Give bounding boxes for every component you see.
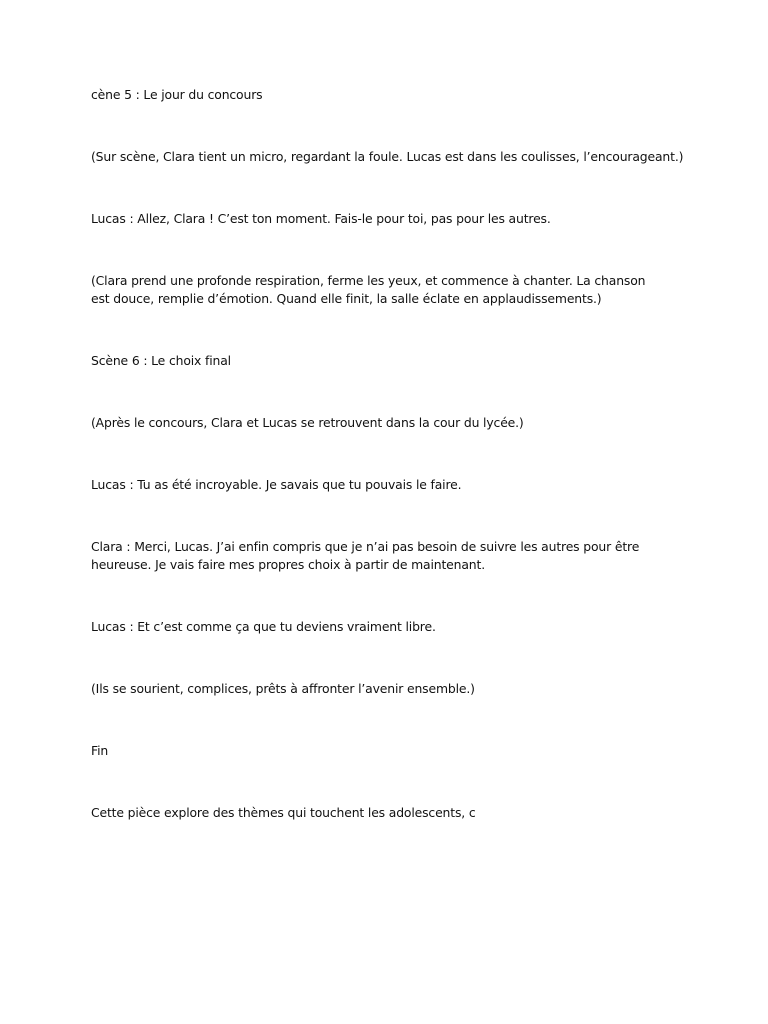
end-marker: Fin xyxy=(91,743,109,758)
scene-6-heading: Scène 6 : Le choix final xyxy=(91,353,231,368)
dialogue-line: Lucas : Tu as été incroyable. Je savais que tu pouvais le faire. xyxy=(91,477,462,492)
stage-direction: (Ils se sourient, complices, prêts à affronter l’avenir ensemble.) xyxy=(91,681,475,696)
stage-direction: (Sur scène, Clara tient un micro, regardant la foule. Lucas est dans les coulisses, l’encourageant.) xyxy=(91,149,684,164)
scene-5-heading: cène 5 : Le jour du concours xyxy=(91,87,263,102)
stage-direction: (Après le concours, Clara et Lucas se retrouvent dans la cour du lycée.) xyxy=(91,415,524,430)
dialogue-line: Lucas : Et c’est comme ça que tu deviens vraiment libre. xyxy=(91,619,436,634)
dialogue-line: Lucas : Allez, Clara ! C’est ton moment. Fais-le pour toi, pas pour les autres. xyxy=(91,211,551,226)
stage-direction: (Clara prend une profonde respiration, ferme les yeux, et commence à chanter. La chanson est douce, remplie d’émotion. Quand elle finit, la salle éclate en applaudissements.) xyxy=(91,273,646,306)
dialogue-line: Clara : Merci, Lucas. J’ai enfin compris que je n’ai pas besoin de suivre les autres pour être heureuse. Je vais faire mes propres choix à partir de maintenant. xyxy=(91,539,640,572)
closing-paragraph: Cette pièce explore des thèmes qui touchent les adolescents, c xyxy=(91,805,476,820)
